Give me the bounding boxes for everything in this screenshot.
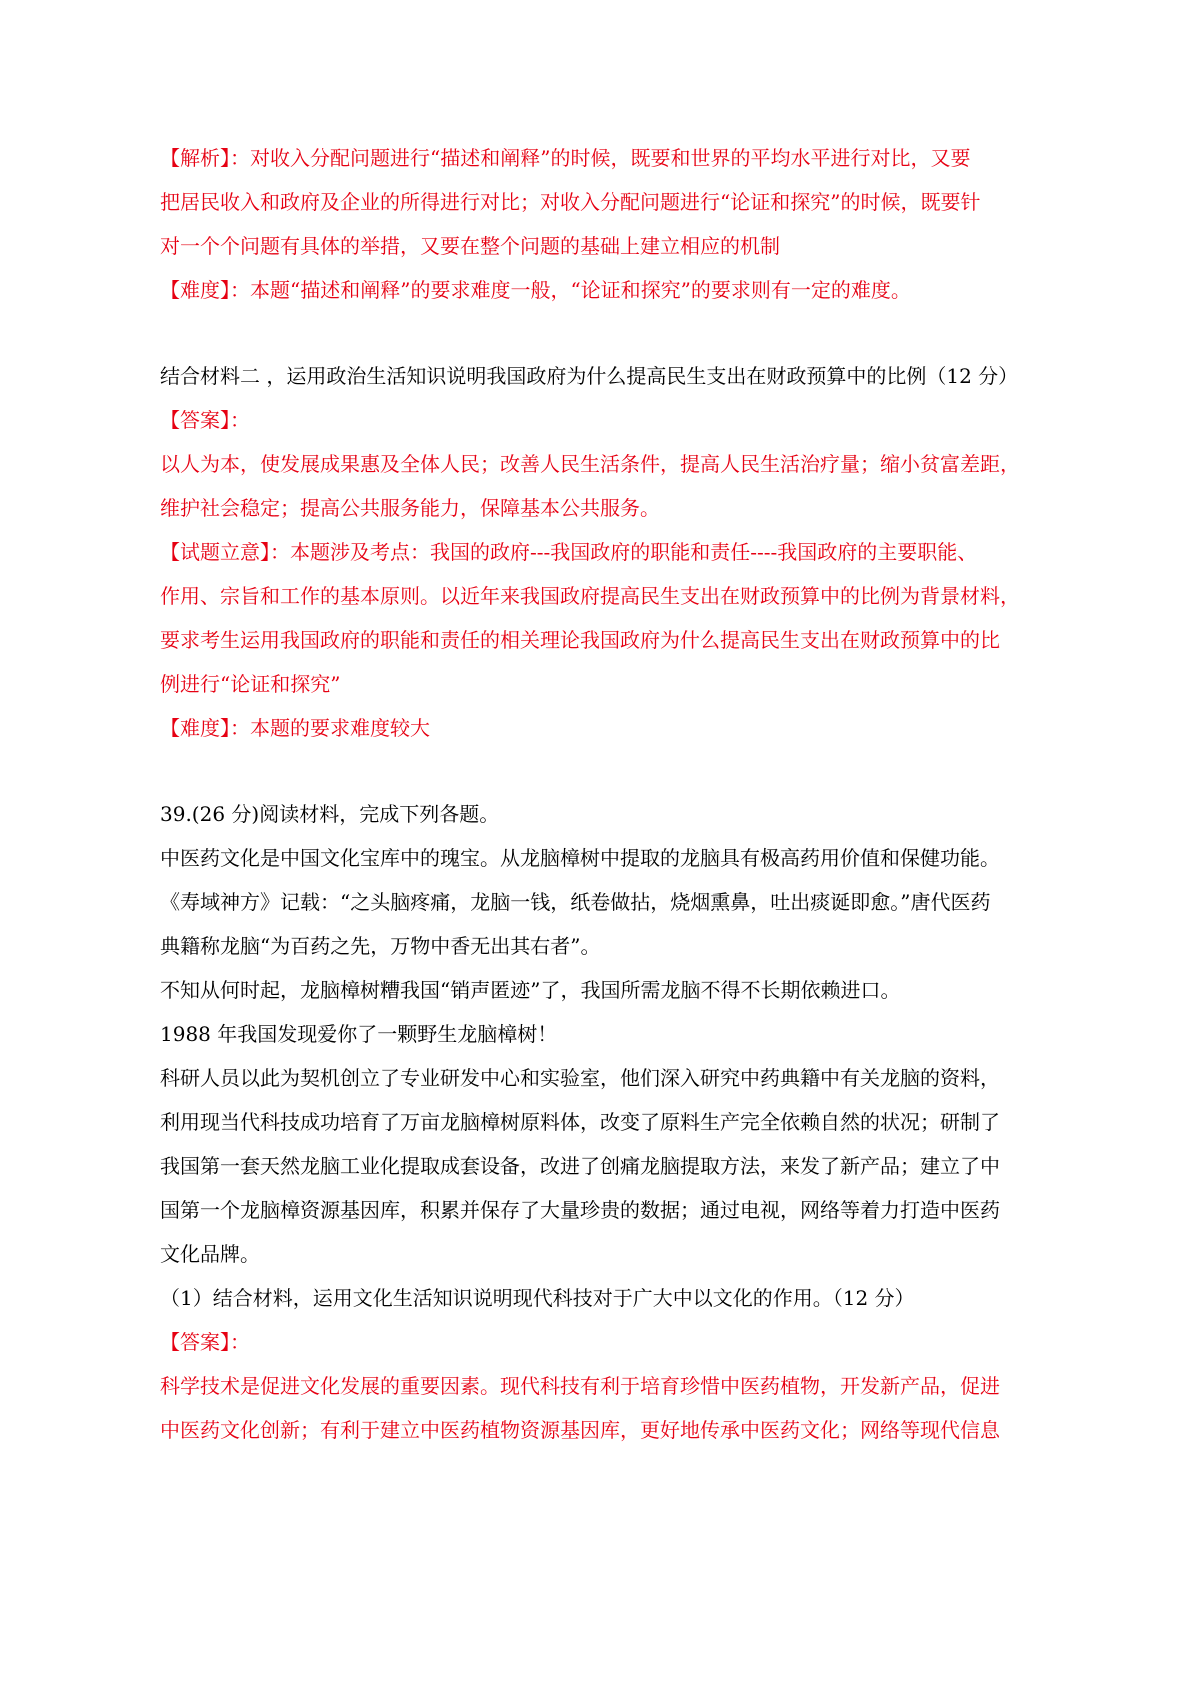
material-line-7: 利用现当代科技成功培育了万亩龙脑樟树原料体，改变了原料生产完全依赖自然的状况；研制了 <box>160 1110 1000 1134</box>
difficulty-line-2: 【难度】：本题的要求难度较大 <box>160 716 430 740</box>
material-line-9: 国第一个龙脑樟资源基因库，积累并保存了大量珍贵的数据；通过电视，网络等着力打造中医药 <box>160 1198 1000 1222</box>
intent-line-3: 要求考生运用我国政府的职能和责任的相关理论我国政府为什么提高民生支出在财政预算中的比 <box>160 628 1000 652</box>
intent-line-1: 【试题立意】：本题涉及考点：我国的政府---我国政府的职能和责任----我国政府的主要职能、 <box>160 540 978 564</box>
analysis-line-3: 对一个个问题有具体的举措，又要在整个问题的基础上建立相应的机制 <box>160 234 780 258</box>
question-line-material-2: 结合材料二 ，运用政治生活知识说明我国政府为什么提高民生支出在财政预算中的比例（12 分） <box>160 364 1019 388</box>
material-line-8: 我国第一套天然龙脑工业化提取成套设备，改进了创痛龙脑提取方法，来发了新产品；建立了中 <box>160 1154 1000 1178</box>
material-line-10: 文化品牌。 <box>160 1242 260 1266</box>
answer-line-1: 以人为本，使发展成果惠及全体人民；改善人民生活条件，提高人民生活治疗量；缩小贫富差距， <box>160 452 1020 476</box>
material-line-4: 不知从何时起，龙脑樟树糟我国“销声匿迹”了，我国所需龙脑不得不长期依赖进口。 <box>160 978 901 1002</box>
difficulty-line-1: 【难度】：本题“描述和阐释”的要求难度一般，“论证和探究”的要求则有一定的难度。 <box>160 278 911 302</box>
intent-line-2: 作用、宗旨和工作的基本原则。以近年来我国政府提高民生支出在财政预算中的比例为背景材料， <box>160 584 1020 608</box>
question-39-heading: 39.(26 分)阅读材料，完成下列各题。 <box>160 802 500 826</box>
answer-heading-2: 【答案】： <box>160 1330 250 1354</box>
material-line-5: 1988 年我国发现爱你了一颗野生龙脑樟树！ <box>160 1022 558 1046</box>
material-line-2: 《寿域神方》记载：“之头脑疼痛，龙脑一钱，纸卷做拈，烧烟熏鼻，吐出痰诞即愈。”唐代医药 <box>160 890 991 914</box>
sub-question-1: （1）结合材料，运用文化生活知识说明现代科技对于广大中以文化的作用。（12 分） <box>160 1286 915 1310</box>
material-line-3: 典籍称龙脑“为百药之先，万物中香无出其右者”。 <box>160 934 601 958</box>
answer-line-2: 维护社会稳定；提高公共服务能力，保障基本公共服务。 <box>160 496 660 520</box>
answer-2-line-1: 科学技术是促进文化发展的重要因素。现代科技有利于培育珍惜中医药植物，开发新产品，促进 <box>160 1374 1000 1398</box>
material-line-1: 中医药文化是中国文化宝库中的瑰宝。从龙脑樟树中提取的龙脑具有极高药用价值和保健功能。 <box>160 846 1000 870</box>
intent-line-4: 例进行“论证和探究” <box>160 672 341 696</box>
material-line-6: 科研人员以此为契机创立了专业研发中心和实验室，他们深入研究中药典籍中有关龙脑的资料， <box>160 1066 1000 1090</box>
answer-2-line-2: 中医药文化创新；有利于建立中医药植物资源基因库，更好地传承中医药文化；网络等现代信息 <box>160 1418 1000 1442</box>
analysis-line-2: 把居民收入和政府及企业的所得进行对比；对收入分配问题进行“论证和探究”的时候，既要针 <box>160 190 981 214</box>
answer-heading-1: 【答案】： <box>160 408 250 432</box>
analysis-line-1: 【解析】：对收入分配问题进行“描述和阐释”的时候，既要和世界的平均水平进行对比，又要 <box>160 146 971 170</box>
